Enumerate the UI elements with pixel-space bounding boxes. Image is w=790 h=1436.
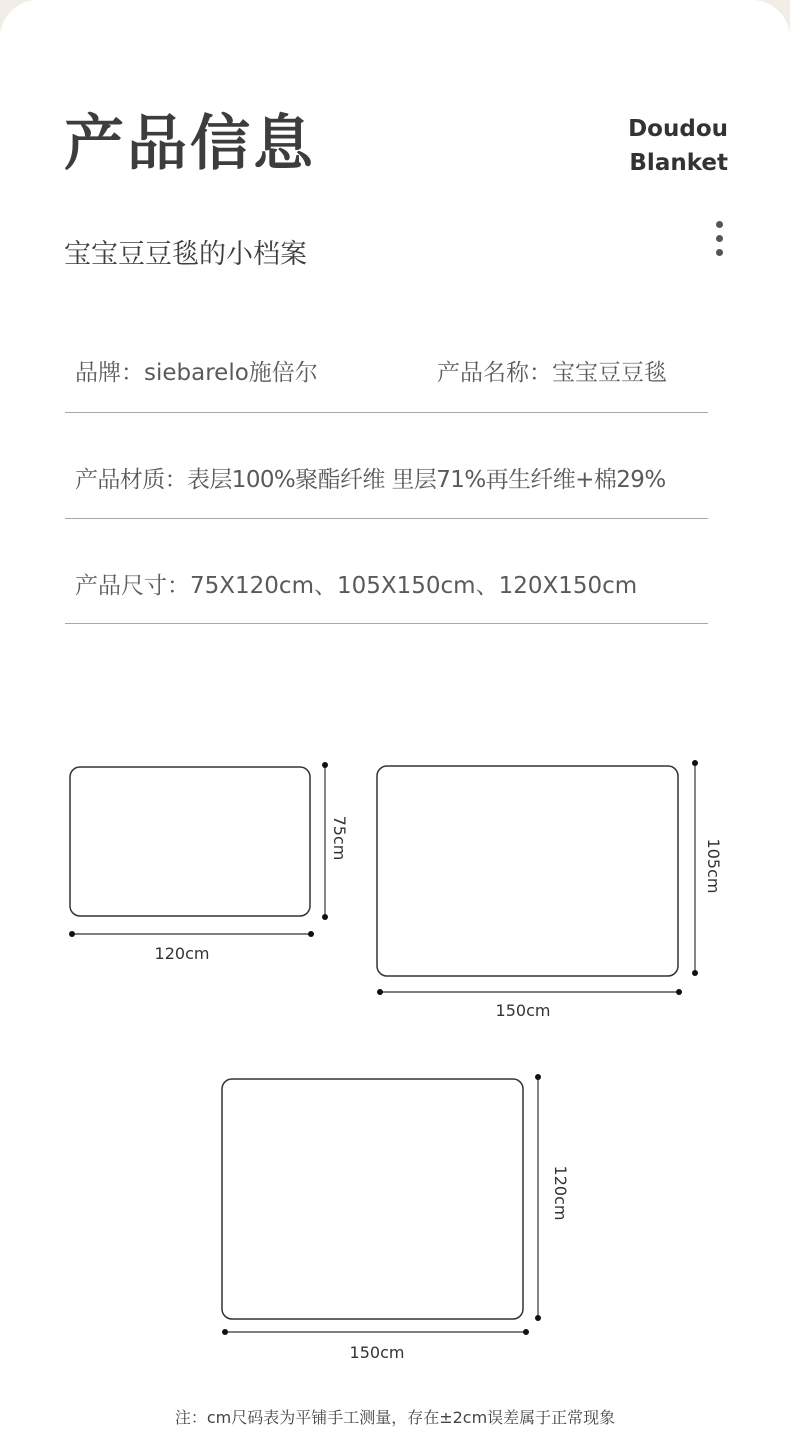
size-text: 产品尺寸：75X120cm、105X150cm、120X150cm (75, 573, 638, 599)
size-diagram-small (69, 762, 349, 963)
material-text: 产品材质：表层100%聚酯纤维 里层71%再生纤维+棉29% (75, 467, 666, 493)
measurement-note: 注：cm尺码表为平铺手工测量，存在±2cm误差属于正常现象 (174, 1408, 616, 1427)
size-diagrams (0, 700, 790, 1390)
brand-line-1: Doudou (628, 116, 728, 142)
size-diagram-large (222, 1074, 570, 1362)
page-title: 产品信息 (64, 109, 316, 179)
page-subtitle: 宝宝豆豆毯的小档案 (64, 239, 307, 270)
info-row-material (65, 446, 708, 519)
info-row-brand (65, 340, 708, 413)
product-name-text: 产品名称：宝宝豆豆毯 (437, 360, 667, 386)
info-row-size (65, 552, 708, 624)
vertical-dots-icon (715, 221, 725, 261)
width-label-large: 150cm (349, 1343, 405, 1362)
brand-line-2: Blanket (629, 150, 728, 176)
height-label-medium: 105cm (704, 838, 723, 894)
height-label-large: 120cm (551, 1165, 570, 1221)
height-label-small: 75cm (330, 815, 349, 861)
width-label-small: 120cm (154, 944, 210, 963)
width-label-medium: 150cm (495, 1001, 551, 1020)
brand-mark (628, 112, 728, 180)
brand-text: 品牌：siebarelo施倍尔 (75, 360, 318, 386)
size-diagram-medium (377, 760, 723, 1020)
